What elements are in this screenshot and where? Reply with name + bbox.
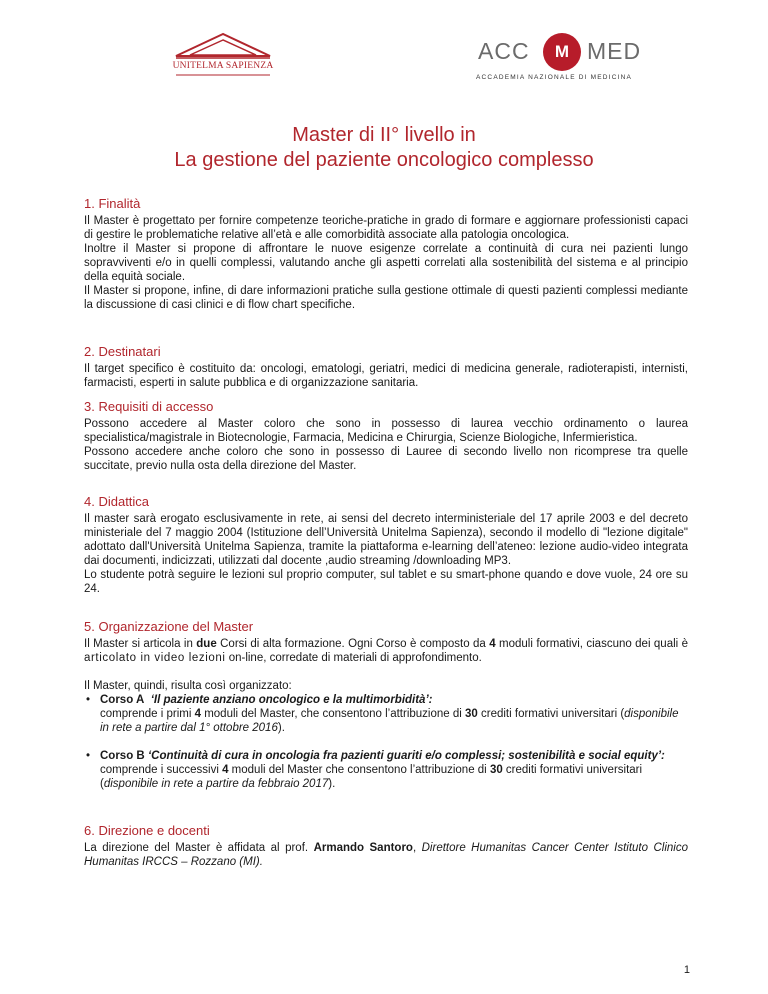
text-span: La direzione del Master è affidata al prof. <box>84 842 314 854</box>
text-span: crediti formativi universitari ( <box>477 708 625 720</box>
bold-text: 30 <box>465 708 478 720</box>
section-destinatari <box>84 345 688 390</box>
section-heading: 1. Finalità <box>84 196 141 211</box>
text-span: comprende i primi <box>100 708 195 720</box>
section-requisiti <box>84 400 688 473</box>
text-span: crediti formativi universitari ( <box>100 764 643 790</box>
text-span: on-line, corredate di materiali di approfondimento. <box>225 652 482 664</box>
text-span: comprende i successivi <box>100 764 223 776</box>
paragraph: Il Master si propone, infine, di dare informazioni pratiche sulla gestione ottimale di questi pazienti complessi mediante la discussione di casi clinici e di flow chart specifiche. <box>84 285 688 311</box>
paragraph: Il target specifico è costituito da: oncologi, ematologi, geriatri, medici di medicina generale, radioterapisti, internisti, farmacisti, esperti in salute pubblica e di organizzazione sanitaria. <box>84 363 688 389</box>
bold-text: 4 <box>489 638 496 650</box>
course-label: Corso A <box>100 694 145 706</box>
paragraph: Lo studente potrà seguire le lezioni sul proprio computer, sul tablet e su smart-phone quando e dove vuole, 24 ore su 24. <box>84 569 688 595</box>
list-item <box>84 749 688 791</box>
section-heading: 5. Organizzazione del Master <box>84 619 254 634</box>
course-title: ‘Continuità di cura in oncologia fra pazienti guariti e/o complessi; sostenibilità e social equity’: <box>147 750 665 762</box>
accmed-logo-subtitle: ACCADEMIA NAZIONALE DI MEDICINA <box>476 74 633 81</box>
bold-text: due <box>196 638 217 650</box>
page-title-line1: Master di II° livello in <box>292 124 476 146</box>
text-span: , <box>412 842 422 854</box>
section-finalita <box>84 197 688 312</box>
italic-text: Direttore Humanitas Cancer Center Istituto Clinico Humanitas IRCCS – Rozzano (MI). <box>84 842 688 868</box>
section-heading: 6. Direzione e docenti <box>84 823 210 838</box>
course-label: Corso B <box>100 750 145 762</box>
accmed-logo-circle: M <box>543 33 581 71</box>
text-span: ). <box>277 722 285 734</box>
paragraph <box>84 637 688 665</box>
italic-text: disponibile in rete a partire da febbraio 2017 <box>103 778 329 790</box>
text-span: moduli del Master che consentono l’attribuzione di <box>228 764 490 776</box>
paragraph: Il Master, quindi, risulta così organizzato: <box>84 680 292 692</box>
italic-text: disponibile in rete a partire dal 1° ottobre 2016 <box>100 708 679 734</box>
page-title-line2: La gestione del paziente oncologico complesso <box>174 149 594 171</box>
text-span: articolato in video lezioni <box>84 652 226 664</box>
page-number: 1 <box>683 964 690 976</box>
accmed-logo-right: MED <box>587 38 642 64</box>
text-span: ). <box>328 778 336 790</box>
course-list <box>84 693 688 791</box>
text-span: moduli del Master, che consentono l’attribuzione di <box>201 708 466 720</box>
section-didattica <box>84 495 688 596</box>
section-heading: 3. Requisiti di accesso <box>84 399 214 414</box>
unitelma-logo-text: UNITELMA SAPIENZA <box>172 61 274 71</box>
bold-text: Armando Santoro <box>313 842 413 854</box>
section-organizzazione <box>84 620 688 791</box>
text-span: Corsi di alta formazione. Ogni Corso è composto da <box>216 638 490 650</box>
paragraph: Possono accedere al Master coloro che sono in possesso di laurea vecchio ordinamento o laurea specialistica/magistrale in Biotecnologie, Farmacia, Medicina e Chirurgia, Scienze Biologiche, Infermieristica. <box>84 418 688 444</box>
paragraph: Il master sarà erogato esclusivamente in rete, ai sensi del decreto interministeriale del 17 aprile 2003 e del decreto ministeriale del 7 maggio 2004 (Istituzione dell’Università Unitelma Sapienza), secondo il modello di "lezione digitale" adottato dall'Università Unitelma Sapienza, tramite la piattaforma e-learning dell’ateneo: lezione audio-video integrata dai documenti, indicizzati, utilizzati dal docente ,audio streaming /downloading MP3. <box>84 513 688 567</box>
paragraph: Inoltre il Master si propone di affrontare le nuove esigenze correlate a continuità di cura nei pazienti lungo sopravviventi e/o in quelli complessi, valutando anche gli aspetti correlati alla sostenibilità del sistema e al principio della equità sociale. <box>84 243 688 283</box>
section-heading: 4. Didattica <box>84 494 150 509</box>
bold-text: 4 <box>194 708 201 720</box>
paragraph: Possono accedere anche coloro che sono in possesso di Lauree di secondo livello non ricomprese tra quelle succitate, previo nulla osta della direzione del Master. <box>84 446 688 472</box>
text-span: Il Master si articola in <box>84 638 197 650</box>
section-direzione <box>84 824 688 869</box>
paragraph <box>84 841 688 869</box>
list-item <box>84 693 688 735</box>
bold-text: 4 <box>222 764 229 776</box>
bold-text: 30 <box>489 764 503 776</box>
accmed-logo-left: ACC <box>478 38 530 64</box>
paragraph: Il Master è progettato per fornire competenze teoriche-pratiche in grado di formare e aggiornare professionisti capaci di gestire le problematiche relative all’età e alle comorbidità associate alla patologia oncologica. <box>84 215 688 241</box>
text-span: moduli formativi, ciascuno dei quali è <box>495 638 689 650</box>
section-heading: 2. Destinatari <box>84 344 161 359</box>
course-title: ‘Il paziente anziano oncologico e la multimorbidità’: <box>150 694 433 706</box>
